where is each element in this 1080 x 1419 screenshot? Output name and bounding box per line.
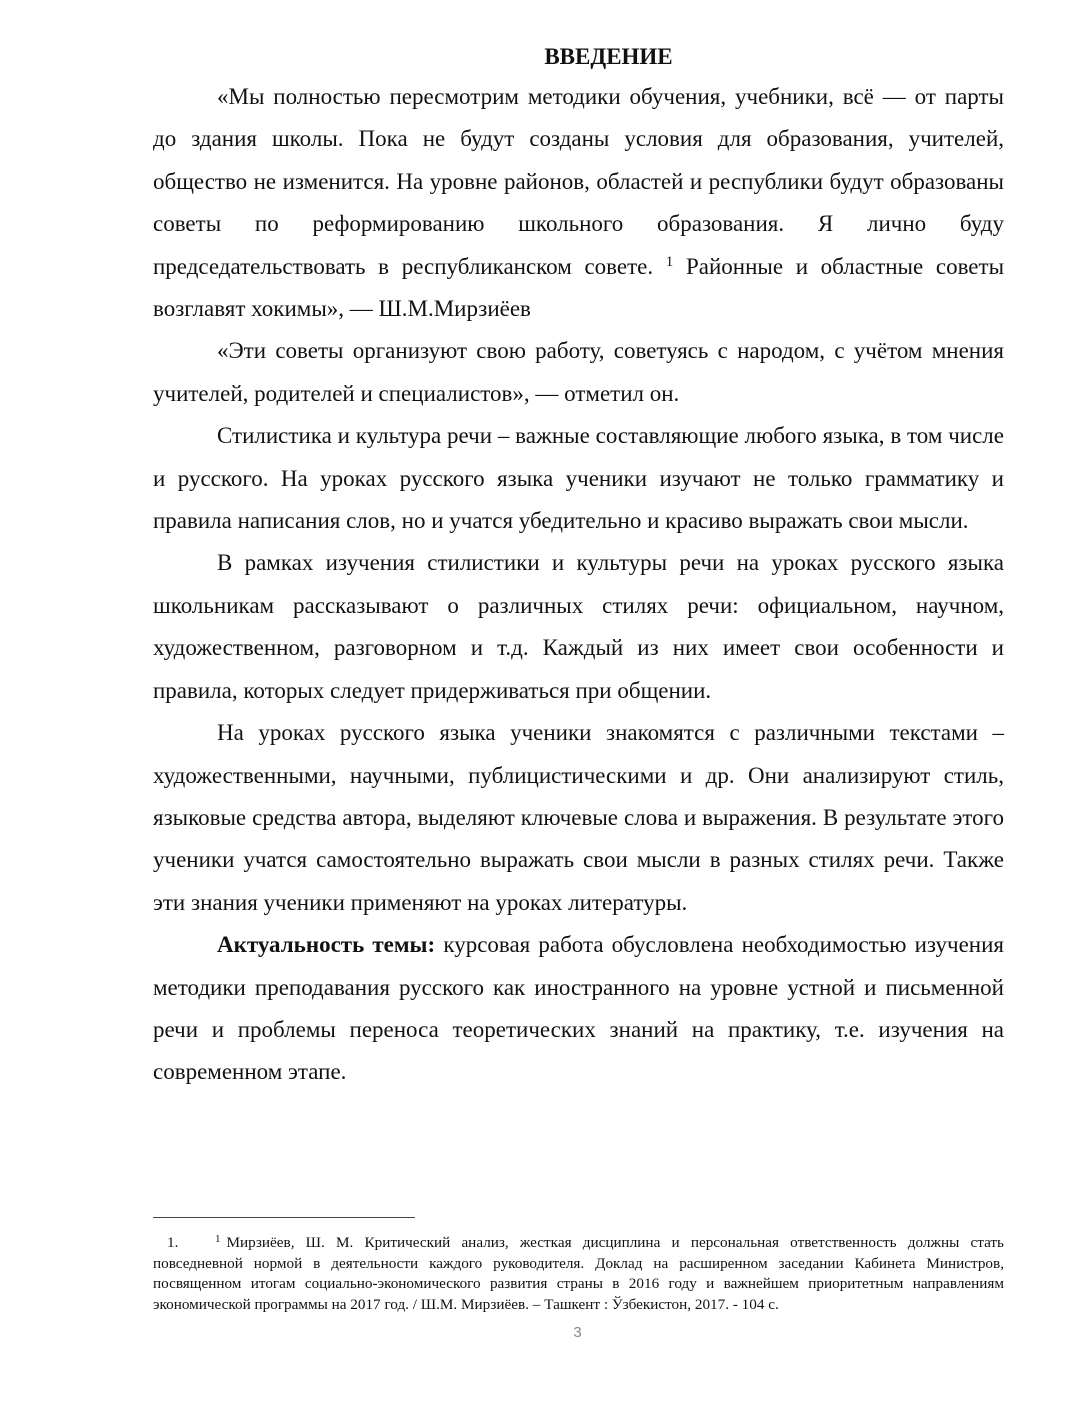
page-number: 3	[573, 1324, 582, 1341]
paragraph-quote-1	[153, 76, 1004, 330]
footnote	[153, 1233, 1004, 1315]
page-title: ВВЕДЕНИЕ	[544, 44, 673, 69]
footnote-reference[interactable]: 1	[665, 253, 674, 270]
relevance-heading: Актуальность темы:	[217, 932, 436, 958]
paragraph-text: «Мы полностью пересмотрим методики обучения, учебники, всё — от парты до здания школы. Пока не будут созданы условия для образования, учителей, общество не изменится. На уровне районов, областей и республики будут образованы советы по реформированию школьного образования. Я лично буду председательствовать в республиканском совете.	[153, 84, 1004, 279]
footnote-text: Мирзиёев, Ш. М. Критический анализ, жесткая дисциплина и персональная ответственность должны стать повседневной нормой в деятельности каждого руководителя. Доклад на расширенном заседании Кабинета Министров, посвященном итогам социально-экономического развития страны в 2016 году и важнейшем приоритетным направлениям экономической программы на 2017 год. / Ш.М. Мирзиёев. – Ташкент : Ўзбекистон, 2017. - 104 с.	[153, 1234, 1004, 1313]
paragraph-stylistics: Стилистика и культура речи – важные составляющие любого языка, в том числе и русского. На уроках русского языка ученики изучают не только грамматику и правила написания слов, но и учатся убедительно и красиво выражать свои мысли.	[153, 423, 1004, 534]
footnote-list-number: 1.	[167, 1234, 179, 1251]
paragraph-quote-2: «Эти советы организуют свою работу, советуясь с народом, с учётом мнения учителей, родителей и специалистов», — отметил он.	[153, 338, 1004, 406]
document-body	[153, 38, 1004, 1094]
paragraph-speech-styles: В рамках изучения стилистики и культуры речи на уроках русского языка школьникам рассказывают о различных стилях речи: официальном, научном, художественном, разговорном и т.д. Каждый из них имеет свои особенности и правила, которых следует придерживаться при общении.	[153, 550, 1004, 703]
paragraph-text-continued: Районные и областные советы возглавят хокимы», — Ш.М.Мирзиёев	[153, 253, 1005, 322]
footnote-separator	[153, 1217, 415, 1218]
paragraph-text-analysis: На уроках русского языка ученики знакомятся с различными текстами – художественными, научными, публицистическими и др. Они анализируют стиль, языковые средства автора, выделяют ключевые слова и выражения. В результате этого ученики учатся самостоятельно выражать свои мысли в разных стилях речи. Также эти знания ученики применяют на уроках литературы.	[153, 720, 1004, 915]
paragraph-relevance	[153, 924, 1004, 1094]
footnote-marker: 1	[215, 1233, 221, 1245]
relevance-text: курсовая работа обусловлена необходимостью изучения методики преподавания русского как иностранного на уровне устной и письменной речи и проблемы переноса теоретических знаний на практику, т.е. изучения на современном этапе.	[153, 932, 1004, 1085]
